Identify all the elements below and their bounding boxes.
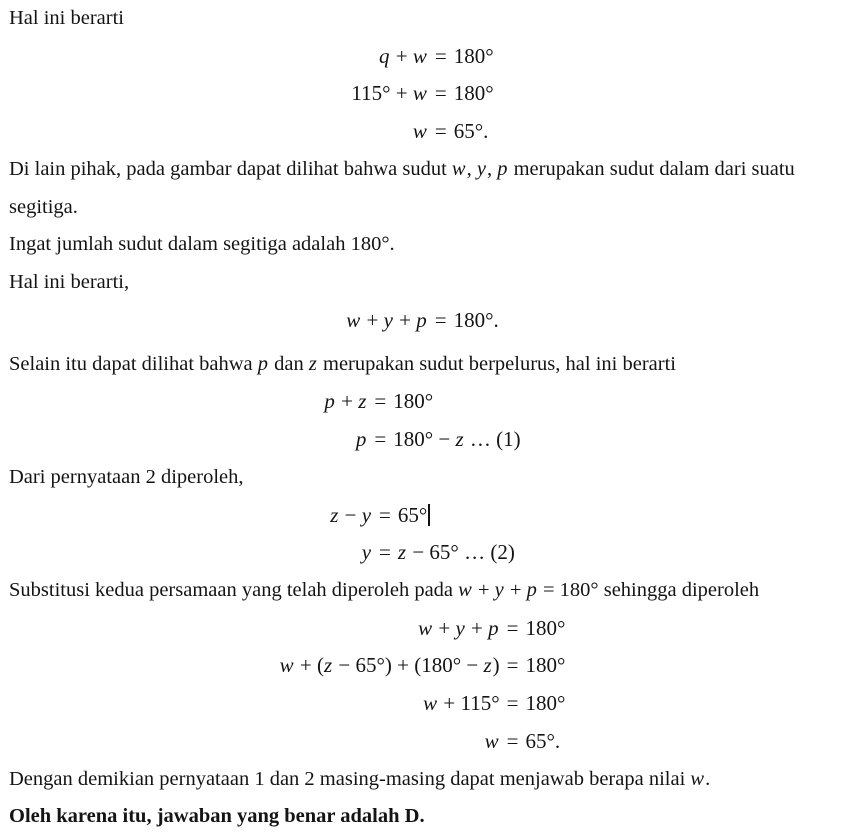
equation-row <box>324 421 520 459</box>
math-variable: z <box>397 540 407 565</box>
equation-rhs: 180° <box>525 615 566 640</box>
math-variable: y <box>361 540 372 565</box>
math-variable: w <box>423 691 438 716</box>
equals-sign: = <box>374 427 387 452</box>
equation-row <box>351 75 493 113</box>
equation-rhs: 65°. <box>453 119 489 144</box>
math-variable: z <box>308 352 317 375</box>
math-variable: w <box>412 43 427 68</box>
math-variable: w <box>418 615 433 640</box>
paragraph: Hal ini berarti, <box>9 271 130 294</box>
paragraph: Dari pernyataan 2 diperoleh, <box>9 465 244 488</box>
math-variable: y <box>455 615 465 640</box>
equals-sign: = <box>434 307 447 332</box>
equation-row <box>280 610 566 648</box>
equals-sign: = <box>506 728 519 753</box>
math-variable: w <box>484 728 499 753</box>
math-variable: z <box>483 653 492 678</box>
equation-row <box>330 497 515 535</box>
equation-align-table <box>280 610 566 761</box>
math-variable: w <box>346 307 361 332</box>
equals-sign: = <box>379 502 391 527</box>
equation-row <box>330 534 515 572</box>
equation-row <box>280 723 566 761</box>
math-variable: p <box>355 427 367 452</box>
math-variable: y <box>476 157 486 180</box>
equation-lhs <box>280 723 500 761</box>
equals-sign: = <box>506 691 519 716</box>
math-variable: p <box>324 389 335 414</box>
equation-lhs: w + y + p <box>418 615 499 640</box>
paragraph: Dengan demikian pernyataan 1 dan 2 masing-masing dapat menjawab berapa nilai w. <box>9 767 711 790</box>
equation-lhs: 115° + w <box>351 81 427 106</box>
equation-rhs: 180°. <box>453 307 499 332</box>
equation-block <box>9 383 836 458</box>
math-variable: y <box>361 502 372 527</box>
math-variable: w <box>279 653 294 678</box>
equation-row <box>324 383 520 421</box>
math-variable: z <box>358 389 367 414</box>
equation-lhs <box>324 421 367 459</box>
math-variable: y <box>494 579 504 602</box>
math-variable: p <box>526 579 537 602</box>
conclusion-paragraph: Oleh karena itu, jawaban yang benar adalah D. <box>9 805 425 828</box>
equation-rhs: 180° <box>525 653 566 678</box>
equation-lhs: w + 115° <box>423 691 500 716</box>
equation-row <box>346 302 499 340</box>
equation-align-table <box>346 302 499 340</box>
math-variable: p <box>488 615 499 640</box>
equation-rhs: 180° <box>525 691 566 716</box>
paragraph: Selain itu dapat dilihat bahwa p dan z merupakan sudut berpelurus, hal ini berarti <box>9 352 676 375</box>
equation-align-table <box>330 497 515 572</box>
equation-row <box>280 647 566 685</box>
math-variable: w <box>690 767 705 790</box>
equation-lhs <box>330 534 372 572</box>
paragraph: Di lain pihak, pada gambar dapat dilihat bahwa sudut w, y, p merupakan sudut dalam dari suatu segitiga. <box>9 157 795 218</box>
equation-row <box>351 38 493 76</box>
math-variable: w <box>412 81 427 106</box>
equation-row <box>280 685 566 723</box>
equation-rhs: 65°. <box>525 728 561 753</box>
equation-row <box>351 113 493 151</box>
text-cursor <box>428 504 430 526</box>
equals-sign: = <box>434 119 447 144</box>
equation-rhs: 180° <box>393 389 434 414</box>
equation-rhs: 180° <box>453 43 494 68</box>
equation-lhs: w + (z − 65°) + (180° − z) <box>279 653 500 678</box>
paragraph: Hal ini berarti <box>9 7 124 29</box>
equation-lhs <box>351 113 427 151</box>
equation-block <box>9 38 836 151</box>
equals-sign: = <box>506 615 519 640</box>
math-variable: w <box>458 579 472 602</box>
paragraph: Substitusi kedua persamaan yang telah diperoleh pada w + y + p = 180° sehingga diperoleh <box>9 579 760 602</box>
equation-rhs: 65° <box>398 497 515 535</box>
math-variable: q <box>379 43 390 68</box>
equation-lhs: w + y + p <box>346 307 427 332</box>
math-variable: w <box>412 119 427 144</box>
equation-align-table <box>351 38 493 151</box>
math-variable: z <box>455 427 464 452</box>
equation-block <box>9 302 836 346</box>
equals-sign: = <box>434 43 447 68</box>
math-variable: p <box>497 157 508 180</box>
equals-sign: = <box>379 540 391 565</box>
math-variable: z <box>330 502 339 527</box>
equals-sign: = <box>506 653 519 678</box>
math-variable: y <box>383 307 393 332</box>
equation-lhs: z − y <box>330 502 372 527</box>
equation-block <box>9 610 836 761</box>
equals-sign: = <box>374 389 387 414</box>
equation-rhs: z − 65° … (2) <box>397 540 515 565</box>
equation-align-table <box>324 383 520 458</box>
math-variable: z <box>323 653 333 678</box>
math-variable: w <box>451 157 466 180</box>
equation-lhs: q + w <box>379 43 427 68</box>
math-variable: p <box>416 307 427 332</box>
equation-block <box>9 497 836 572</box>
equation-rhs: 180° <box>453 81 494 106</box>
equals-sign: = <box>434 81 447 106</box>
equation-lhs: p + z <box>324 389 367 414</box>
paragraph: Ingat jumlah sudut dalam segitiga adalah 180°. <box>9 233 395 256</box>
math-variable: p <box>257 352 269 375</box>
equation-rhs: 180° − z … (1) <box>393 427 521 452</box>
